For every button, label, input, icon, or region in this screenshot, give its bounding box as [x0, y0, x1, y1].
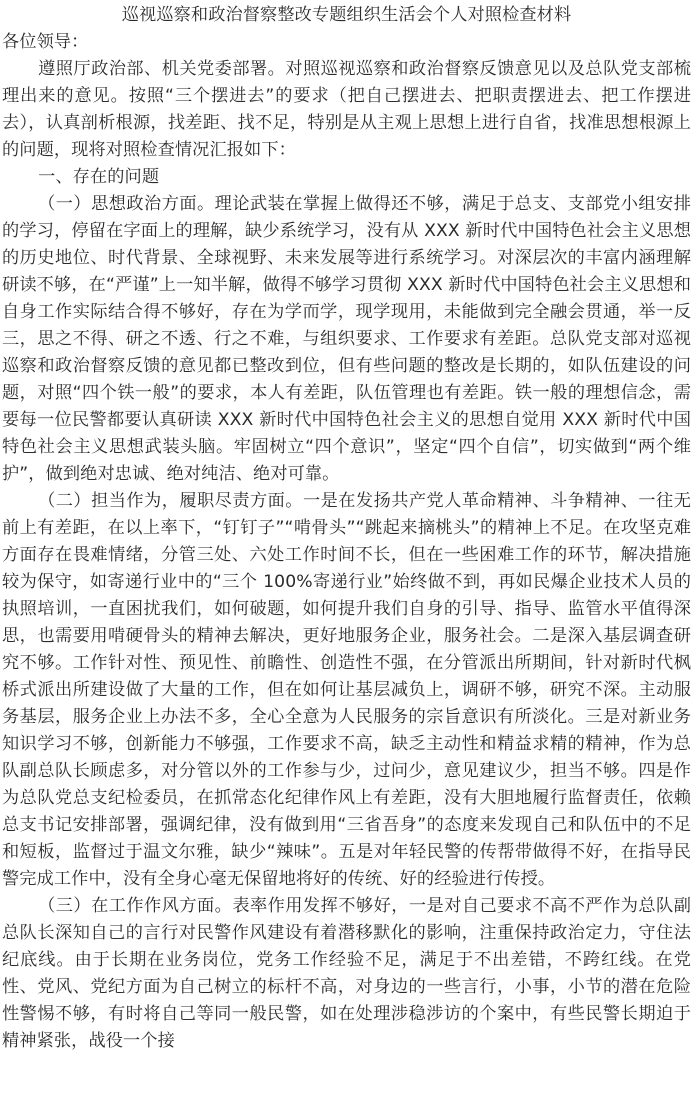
section-heading: 一、存在的问题 — [38, 167, 160, 187]
intro-paragraph: 遵照厅政治部、机关党委部署。对照巡视巡察和政治督察反馈意见以及总队党支部梳理出来的意见。按照“三个摆进去”的要求（把自己摆进去、把职责摆进去、把工作摆进去），认真剖析根源，找差距、找不足，特别是从主观上思想上进行自省，找准思想根源上的问题，现将对照检查情况汇报如下： — [2, 59, 691, 160]
paragraph-responsibility: （二）担当作为，履职尽责方面。一是在发扬共产党人革命精神、斗争精神、一往无前上有差距，在以上率下，“钉钉子”“啃骨头”“跳起来摘桃头”的精神上不足。在攻坚克难方面存在畏难情绪，分管三处、六处工作时间不长，但在一些困难工作的环节，解决措施较为保守，如寄递行业中的“三个 100%寄递行业”始终做不到，再如民爆企业技术人员的执照培训，一直困扰我们，如何破题，如何提升我们自身的引导、指导、监管水平值得深思，也需要用啃硬骨头的精神去解决，更好地服务企业，服务社会。二是深入基层调查研究不够。工作针对性、预见性、前瞻性、创造性不强，在分管派出所期间，针对新时代枫桥式派出所建设做了大量的工作，但在如何让基层减负上，调研不够，研究不深。主动服务基层，服务企业上办法不多，全心全意为人民服务的宗旨意识有所淡化。三是对新业务知识学习不够，创新能力不够强，工作要求不高，缺乏主动性和精益求精的精神，作为总队副总队长顾虑多，对分管以外的工作参与少，过问少，意见建议少，担当不够。四是作为总队党总支纪检委员，在抓常态化纪律作风上有差距，没有大胆地履行监督责任，依赖总支书记安排部署，强调纪律，没有做到用“三省吾身”的态度来发现自己和队伍中的不足和短板，监督过于温文尔雅，缺少“辣味”。五是对年轻民警的传帮带做得不好，在指导民警完成工作中，没有全身心毫无保留地将好的传统、好的经验进行传授。 — [2, 491, 691, 889]
document-title: 巡视巡察和政治督察整改专题组织生活会个人对照检查材料 — [121, 5, 572, 25]
document-body — [2, 2, 691, 1055]
paragraph-work-style: （三）在工作作风方面。表率作用发挥不够好，一是对自己要求不高不严作为总队副总队长深知自己的言行对民警作风建设有着潜移默化的影响，注重保持政治定力，守住法纪底线。由于长期在业务岗位，党务工作经验不足，满足于不出差错，不跨红线。在党性、党风、党纪方面为自己树立的标杆不高，对身边的一些言行，小事，小节的潜在危险性警惕不够，有时将自己等同一般民警，如在处理涉稳涉访的个案中，有些民警长期迫于精神紧张，战役一个接 — [2, 896, 691, 1051]
paragraph-ideology: （一）思想政治方面。理论武装在掌握上做得还不够，满足于总支、支部党小组安排的学习，停留在字面上的理解，缺少系统学习，没有从 XXX 新时代中国特色社会主义思想的历史地位、时代背景、全球视野、未来发展等进行系统学习。对深层次的丰富内涵理解研读不够，在“严谨”上一知半解，做得不够学习贯彻 XXX 新时代中国特色社会主义思想和自身工作实际结合得不够好，存在为学而学，现学现用，未能做到完全融会贯通，举一反三，思之不得、研之不透、行之不难，与组织要求、工作要求有差距。总队党支部对巡视巡察和政治督察反馈的意见都已整改到位，但有些问题的整改是长期的，如队伍建设的问题，对照“四个铁一般”的要求，本人有差距，队伍管理也有差距。铁一般的理想信念，需要每一位民警都要认真研读 XXX 新时代中国特色社会主义的思想自觉用 XXX 新时代中国特色社会主义思想武装头脑。牢固树立“四个意识”，坚定“四个自信”，切实做到“两个维护”，做到绝对忠诚、绝对纯洁、绝对可靠。 — [2, 194, 691, 484]
salutation: 各位领导： — [2, 32, 89, 52]
